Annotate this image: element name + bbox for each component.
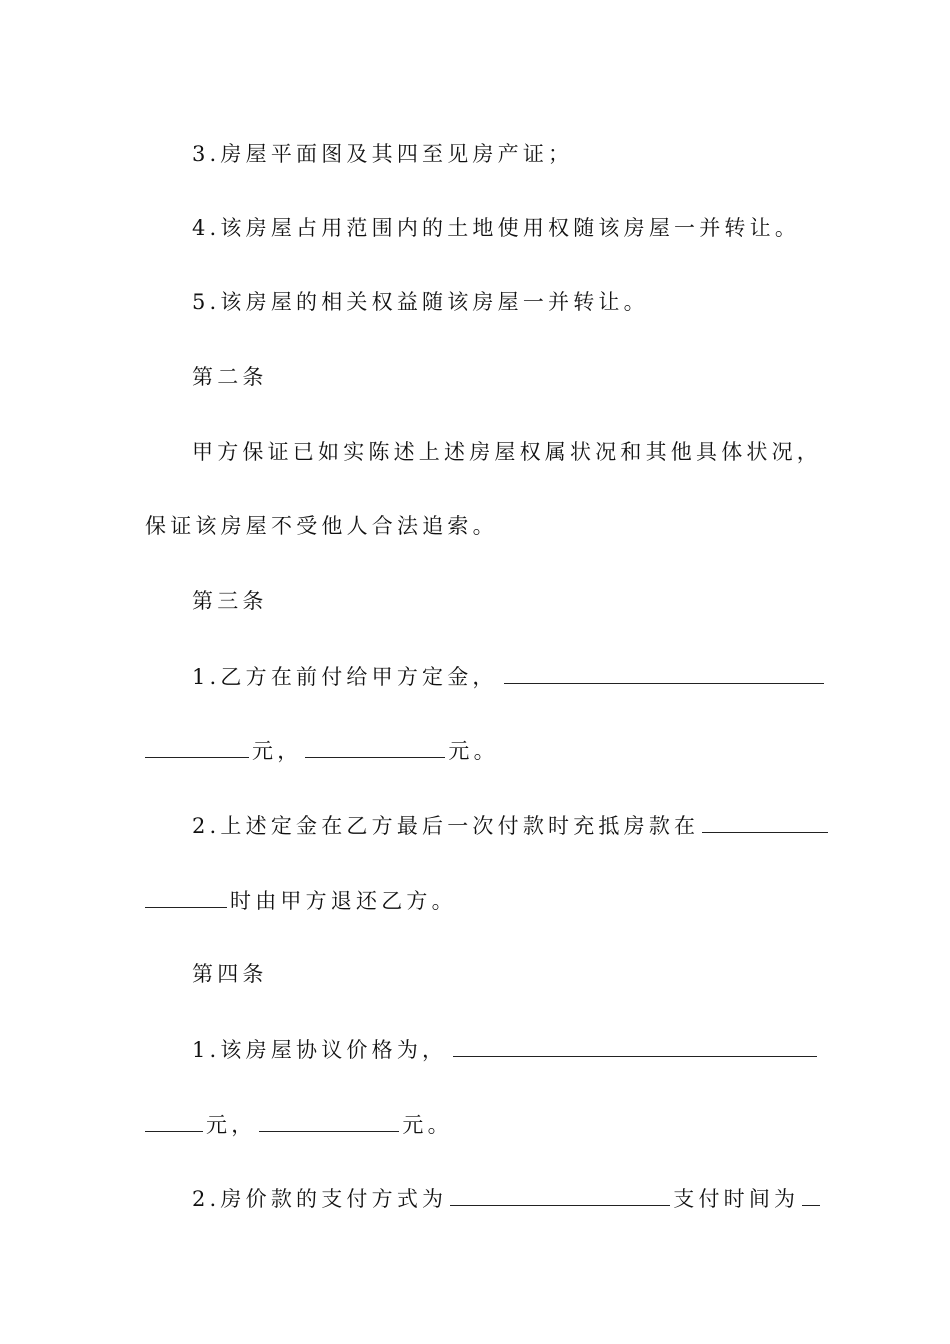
clause-item-5	[192, 290, 649, 314]
paragraph-text: 甲方保证已如实陈述上述房屋权属状况和其他具体状况，	[192, 440, 822, 464]
article-2-paragraph-line-1	[192, 440, 822, 464]
clause-text: 3.房屋平面图及其四至见房产证；	[192, 142, 574, 166]
article-2-heading	[192, 365, 268, 389]
article-2-paragraph-line-2	[145, 514, 498, 538]
fill-in-blank-price-amount-2[interactable]	[259, 1112, 399, 1132]
fill-in-blank-offset-condition[interactable]	[702, 813, 828, 833]
article-heading-text: 第四条	[192, 962, 268, 986]
clause-item-4	[192, 216, 800, 240]
clause-text: 支付时间为	[673, 1187, 800, 1211]
clause-text: 5.该房屋的相关权益随该房屋一并转让。	[192, 290, 649, 314]
fill-in-blank-payment-method[interactable]	[450, 1186, 670, 1206]
unit-text: 元。	[402, 1113, 453, 1137]
article-4-item-2-line-1	[192, 1186, 820, 1211]
fill-in-blank-payment-time[interactable]	[802, 1186, 820, 1206]
clause-text: 1.乙方在前付给甲方定金，	[192, 665, 498, 689]
fill-in-blank-deposit-amount-2[interactable]	[305, 738, 445, 758]
clause-text: 1.该房屋协议价格为，	[192, 1038, 448, 1062]
article-3-heading	[192, 589, 268, 613]
fill-in-blank-price-amount[interactable]	[145, 1112, 203, 1132]
article-4-item-1-line-2	[145, 1112, 453, 1137]
clause-text: 2.上述定金在乙方最后一次付款时充抵房款在	[192, 814, 700, 838]
fill-in-blank-offset-condition-cont[interactable]	[145, 888, 227, 908]
unit-text: 元，	[252, 739, 303, 763]
article-4-item-1-line-1	[192, 1037, 820, 1062]
article-3-item-1-line-2	[145, 738, 499, 763]
article-heading-text: 第三条	[192, 589, 268, 613]
unit-text: 元，	[206, 1113, 257, 1137]
fill-in-blank-agreed-price[interactable]	[453, 1037, 817, 1057]
clause-text: 2.房价款的支付方式为	[192, 1187, 448, 1211]
article-4-heading	[192, 962, 268, 986]
paragraph-text: 保证该房屋不受他人合法追索。	[145, 514, 498, 538]
article-3-item-1-line-1	[192, 664, 827, 689]
clause-text: 时由甲方退还乙方。	[230, 889, 457, 913]
fill-in-blank-deposit-amount[interactable]	[145, 738, 249, 758]
clause-text: 4.该房屋占用范围内的土地使用权随该房屋一并转让。	[192, 216, 801, 240]
fill-in-blank-deposit[interactable]	[504, 664, 824, 684]
article-3-item-2-line-2	[145, 888, 457, 913]
unit-text: 元。	[448, 739, 499, 763]
article-heading-text: 第二条	[192, 365, 268, 389]
clause-item-3	[192, 142, 573, 166]
article-3-item-2-line-1	[192, 813, 831, 838]
